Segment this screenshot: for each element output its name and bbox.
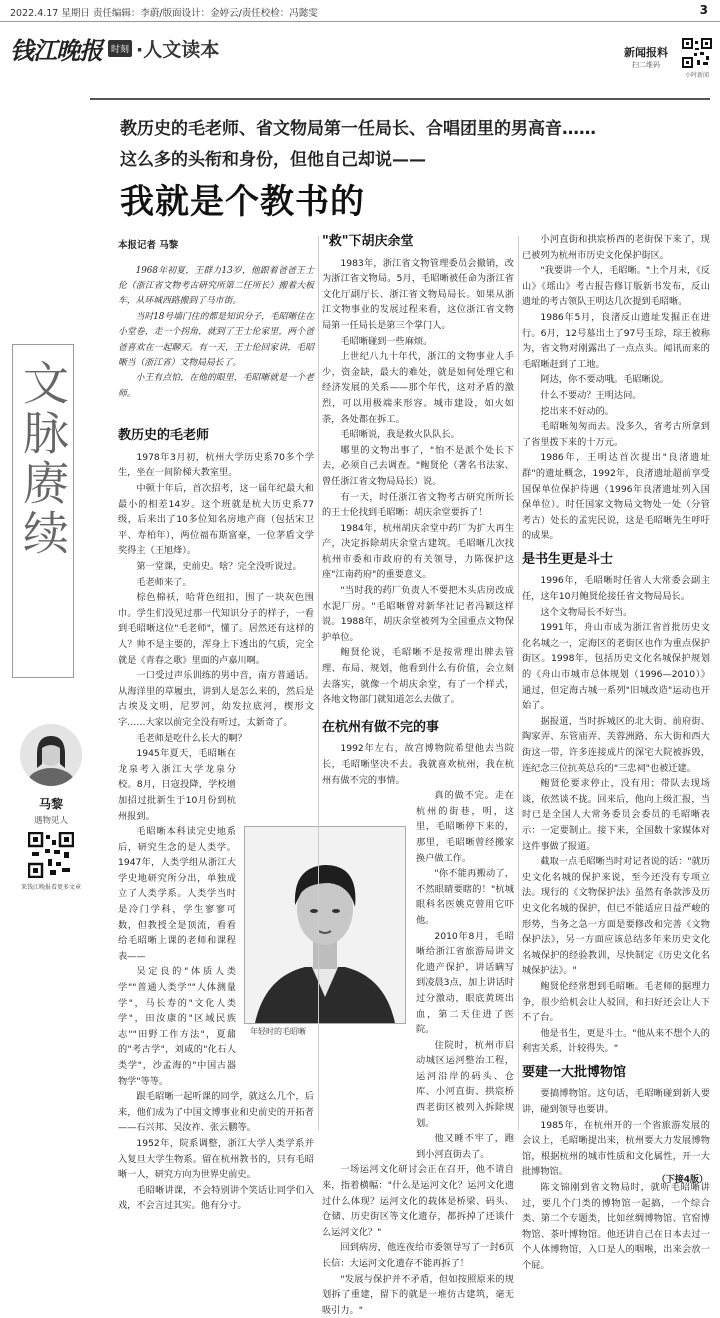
body-paragraph: 棕色棉袄，哈背色纽扣，围了一块灰色围巾。学生们没见过那一代知识分子的样子，一看到毛昭晰这位"毛老师"，懂了。居然还有这样的人？帅不是主要的，浑身上下透出的气质，完全就是《青春之歌》里面的卢嘉川啊。 (118, 592, 314, 666)
column-3 (522, 232, 710, 1274)
body-paragraph: 有一天，时任浙江省文物考古研究所所长的王士伦找到毛昭晰：胡庆余堂要拆了！ (322, 491, 514, 519)
column-divider (518, 236, 519, 1130)
body-paragraph: 1984年，杭州胡庆余堂中药厂为扩大再生产，决定拆除胡庆余堂古建筑。毛昭晰几次找杭州市委和市政府的有关领导，力陈保护这座"江南药府"的重要意义。 (322, 522, 514, 581)
body-paragraph: "你不能再搬动了，不然眼睛要瞎的！"杭城眼科名医姚克曾用它吓他。 (416, 868, 514, 926)
body-paragraph: 什么不要动？王明达问。 (540, 389, 642, 401)
intro-paragraph: 当时18号墙门住的都是知识分子，毛昭晰住在小堂卷，走一个拐角，就到了王士伦家里，两个爸爸喜欢在一起聊天。有一天，王士伦回家讲，毛昭晰当（浙江省）文物局局长了。 (118, 311, 314, 369)
body-paragraph: 毛昭晰碰到一些麻烦。 (340, 335, 433, 347)
body-paragraph: 1996年，毛昭晰时任省人大常委会副主任，这年10月鲍贤伦接任省文物局局长。 (522, 575, 710, 603)
body-paragraph: 这个文物局长不好当。 (540, 606, 633, 618)
body-paragraph: 1986年5月，良渚反山遗址发掘正在进行。6月，12号墓出土了97号玉琮，琮王被称为，省文物对刚露出了一点点头。闻讯而来的毛昭晰赶到了工地。 (522, 311, 710, 370)
intro-paragraph: 小王有点怕，在他的眼里，毛昭晰就是一个老师。 (118, 373, 314, 399)
headline-kicker-1: 教历史的毛老师、省文物局第一任局长、合唱团里的男高音…… (120, 119, 596, 139)
headline-main-title: 我就是个教书的 (120, 182, 365, 222)
body-paragraph: 要搞博物馆。这句话，毛昭晰碰到新人要讲，碰到领导也要讲。 (522, 1088, 710, 1116)
body-paragraph: 挖出来不好动的。 (540, 405, 614, 417)
news-tip-sub: 扫二维码 (632, 61, 660, 69)
body-paragraph: "我要讲一个人，毛昭晰。"上个月末，《反山》《瑶山》考古报告修订版新书发布，反山遗址的考古领队王明达几次提到毛昭晰。 (522, 265, 710, 308)
body-paragraph: 1991年，舟山市成为浙江省首批历史文化名城之一，定海区的老街区也作为重点保护街区。1998年，包括历史文化名城保护规划的《舟山市城市总体规划（1996—2010）》通过，但定海古城一系列"旧城改造"运动也开始了。 (522, 622, 710, 712)
section-title-scholar: 是书生更是斗士 (522, 551, 614, 567)
body-paragraph: 他是书生，更是斗士。"他从来不想个人的利害关系，计较得失。" (522, 1027, 710, 1055)
body-paragraph: 1986年，王明达首次提出"良渚遗址群"的遗址概念，1992年，良渚遗址超前享受国保单位保护待遇（1996年良渚遗址列入国保单位）。时任国家文物局文物处一处（分管考古）处长的孟宪民说，这是毛昭晰先生呼吁的成果。 (522, 452, 710, 542)
body-paragraph: 毛昭晰匆匆而去。没多久，省考古所拿到了省里拨下来的十万元。 (522, 421, 710, 448)
section-title-hangzhou: 在杭州有做不完的事 (322, 719, 440, 735)
page-number: 3 (699, 3, 708, 17)
body-paragraph: 1945年夏天，毛昭晰在龙泉考入浙江大学龙泉分校。8月，日寇投降，学校增加招过批新生于10月份到杭州报到。 (118, 748, 236, 822)
body-paragraph: 陈文锦刚到省文物局时，就听毛昭晰讲过，要几个门类的博物馆一起搞，一个综合类、第二个专题类，比如丝绸博物馆、官窑博物馆、茶叶博物馆。他还讲自己在日本去过一个人体博物馆，入口是人的咽喉，出来会放一个屁。 (522, 1182, 710, 1271)
column-name-box (12, 344, 74, 678)
header-qr-code[interactable] (682, 38, 712, 68)
body-paragraph: 吴定良的"体质人类学""普通人类学""人体测量学"，马长寿的"文化人类学"，田汝康的"区域民族志""田野工作方法"，夏鼐的"考古学"，刘咸的"化石人类学"，沙孟海的"中国古器物学"等等。 (118, 966, 236, 1087)
column-1 (118, 238, 314, 1214)
body-paragraph: 截取一点毛昭晰当时对记者说的话："就历史文化名城的保护来说，至今还没有专项立法。现行的《文物保护法》虽然有条款涉及历史文化名城的保护，但已不能适应日益严峻的形势，当务之急一方面是要修改和完善《文物保护法》，另一方面应该总结多年来历史文化名城保护的经验教训，尽快制定《历史文化名城保护法》。" (522, 856, 710, 977)
edition-tag: 时刻 (108, 40, 132, 57)
sidebar-qr-code[interactable] (28, 832, 74, 878)
section-name: ·人文读本 (136, 38, 220, 61)
body-paragraph: 小河直街和拱宸桥西的老街保下来了，现已被列为杭州市历史文化保护街区。 (522, 234, 710, 261)
body-paragraph: 哪里的文物出事了，"怕不是派个处长下去，必须自己去调查。"鲍贤伦（著名书法家、曾任浙江省文物局局长）说。 (322, 444, 514, 487)
body-paragraph: "发展与保护并不矛盾，但如按照原来的规划拆了重建，留下的就是一堆仿古建筑，毫无吸引力。" (322, 1273, 514, 1316)
section-title-teacher: 教历史的毛老师 (118, 428, 210, 444)
news-tip (624, 44, 668, 70)
body-paragraph: 住院时，杭州市启动城区运河整治工程，运河沿岸的码头、仓库、小河直街、拱宸桥西老街区被列入拆除规划。 (416, 1039, 514, 1129)
body-paragraph: 毛昭晰说，我是救火队队长。 (340, 429, 460, 441)
author-tag: 遇物见人 (33, 816, 68, 826)
column-name: 文脉赓续 (16, 359, 70, 559)
byline: 本报记者 马黎 (118, 240, 179, 251)
body-paragraph: 毛老师是吃什么长大的啊？ (136, 732, 247, 744)
body-paragraph: 第一堂课，史前史。啥？完全没听说过。 (136, 561, 302, 572)
body-paragraph: 1992年左右，故宫博物院希望他去当院长，毛昭晰坚决不去。我就喜欢杭州，我在杭州有做不完的事情。 (322, 743, 514, 786)
headline-block (90, 98, 710, 230)
body-paragraph: 鲍贤伦要求停止，没有用；带队去现场谈，依然谈不拢。回来后，他向上级汇报，当时已是全国人大常务委员会委员的毛昭晰表示：一定要制止。接下来，全国数十家媒体对这件事做了报道。 (522, 778, 710, 852)
body-paragraph: 真的做不完。走在杭州的街巷，明，这里，毛昭晰停下来的，那里，毛昭晰曾经搬家换户做工作。 (416, 790, 514, 864)
news-tip-label: 新闻报料 (624, 46, 668, 59)
body-paragraph: 上世纪八九十年代，浙江的文物事业人手少，资金缺，最大的难处，就是如何处理它和经济发展的关系——那个年代，这对矛盾的激烈，可以用极端来形容。城市建设，如火如荼，各处都在拆工。 (322, 351, 514, 425)
body-paragraph: 2010年8月，毛昭晰给浙江省旅游局讲文化遗产保护，讲话瞒写到凌晨3点，加上讲话时过分激动，眼底黄斑出血，第二天住进了医院。 (416, 930, 514, 1036)
body-paragraph: 跟毛昭晰一起听课的同学，就这么几个，后来，他们成为了中国文博事业和史前史的开拓者——石兴邦、吴汝祚、张云鹏等。 (118, 1091, 314, 1134)
body-paragraph: 1952年，院系调整，浙江大学人类学系并入复旦大学生物系。留在杭州教书的，只有毛昭晰一人，研究方向为世界史前史。 (118, 1137, 314, 1181)
body-paragraph: "当时我的药厂负责人不要把木头店房改成水泥厂房。"毛昭晰曾对新华社记者冯颖这样说。1988年，胡庆余堂被列为全国重点文物保护单位。 (322, 585, 514, 643)
intro-paragraph: 1968年初夏，王群力13岁，他跟着爸爸王士伦（浙江省文物考古研究所第二任所长）搬着大板车，从环城西路搬到了马市街。 (118, 265, 314, 307)
intro-block (118, 264, 314, 403)
body-paragraph: 鲍贤伦经常想到毛昭晰。毛老师的据理力争，很少给机会让人驳回，和扫好还会让人下不了台。 (522, 980, 710, 1024)
sidebar-qr-caption: 来钱江晚报看更多文章 (20, 884, 81, 891)
body-paragraph: 1985年，在杭州开的一个省旅游发展的会议上，毛昭晰提出来，杭州要大力发展博物馆，根据杭州的城市性质和文化属性，开一大批博物馆。 (522, 1119, 710, 1178)
body-paragraph: 据报道，当时拆城区的北大街、前府街、陶家弄、东管庙弄、芙蓉洲路、东大街和西大街这一带，许多连接成片的深宅大院被拆毁，连纪念三位抗英总兵的"三忠祠"也被迁建。 (522, 715, 710, 774)
headline-kicker-2: 这么多的头衔和身份，但他自己却说—— (120, 150, 426, 170)
header-qr-caption: 小时新闻 (684, 72, 709, 79)
body-paragraph: 1978年3月初，杭州大学历史系70多个学生，坐在一间阶梯大教室里。 (118, 451, 314, 479)
portrait-photo (244, 826, 406, 1024)
continued-note: （下接4版） (656, 1175, 708, 1185)
column-2 (322, 232, 514, 1318)
masthead-text: 钱江晚报 (10, 35, 102, 65)
body-paragraph: 毛昭晰讲课，不会特别讲个笑话让同学们入戏，不会言过其实。他有分寸。 (118, 1184, 314, 1212)
photo-caption: 年轻时的毛昭晰 (250, 1027, 306, 1036)
narrow-block (118, 746, 236, 1089)
body-paragraph: 中顿十年后，首次招考，这一届年纪最大和最小的相差14岁。这个班就是杭大历史系77级，后来出了10多位知名房地产商（包括宋卫平、寿柏年），两位福布斯富豪，一位茅盾文学奖得主（王旭烽）。 (118, 483, 314, 557)
masthead-logo (10, 28, 219, 68)
body-paragraph: 阿达，你不要动哦。毛昭晰说。 (540, 374, 670, 386)
narrow-block (416, 788, 514, 1162)
body-paragraph: 他又睡不牢了，跑到小河直街去了。 (416, 1133, 514, 1160)
section-title-huqingyu: "救"下胡庆余堂 (322, 234, 414, 249)
body-paragraph: 鲍贤伦说，毛昭晰不是按常理出牌去管理、布局、规划，他看到什么有价值，会立刻去落实，就像一个胡庆余堂，有了一个样式，各地文物部门就知道怎么去做了。 (322, 647, 514, 706)
body-paragraph: 一场运河文化研讨会正在召开，他不请自来，指着横幅："什么是运河文化？运河文化遗过什么体现？运河文化的载体是桥梁、码头、仓储、历史街区等文化遗存，都拆掉了还谈什么运河文化？" (322, 1164, 514, 1238)
author-name: 马黎 (38, 797, 63, 811)
header-rule (0, 21, 720, 22)
date-line: 2022.4.17 星期日 责任编辑：李蔚/版面设计：金婷云/责任校检：冯懿雯 (10, 8, 318, 19)
body-paragraph: 一口受过声乐训练的男中音，南方普通话。从海洋里的草履虫，讲到人是怎么来的，然后是古埃及文明，尼罗河，幼发拉底河，楔形文字……大家以前完全没有听过，太新奇了。 (118, 670, 314, 728)
body-paragraph: 1983年，浙江省文物管理委员会撤销，改为浙江省文物局。5月，毛昭晰被任命为浙江省文化厅副厅长、浙江省文物局局长。如果从浙江文物事业的发展过程来看，这位浙江省文物局第一任局长是第三个掌门人。 (322, 257, 514, 331)
body-paragraph: 毛昭晰本科读完史地系后，研究生念的是人类学。1947年，人类学组从浙江大学史地研究所分出，单独成立了人类学系。人类学当时是冷门学科，学生寥寥可数，但教授全是顶流，看看给毛昭晰上课的老师和课程表—— (118, 826, 236, 962)
section-title-museums: 要建一大批博物馆 (522, 1064, 627, 1080)
body-paragraph: 毛老师来了。 (136, 576, 192, 588)
column-divider (318, 236, 319, 1130)
author-avatar (20, 724, 82, 786)
body-paragraph: 回到病房，他连夜给市委领导写了一封6页长信：大运河文化遗存不能再拆了！ (322, 1242, 514, 1269)
